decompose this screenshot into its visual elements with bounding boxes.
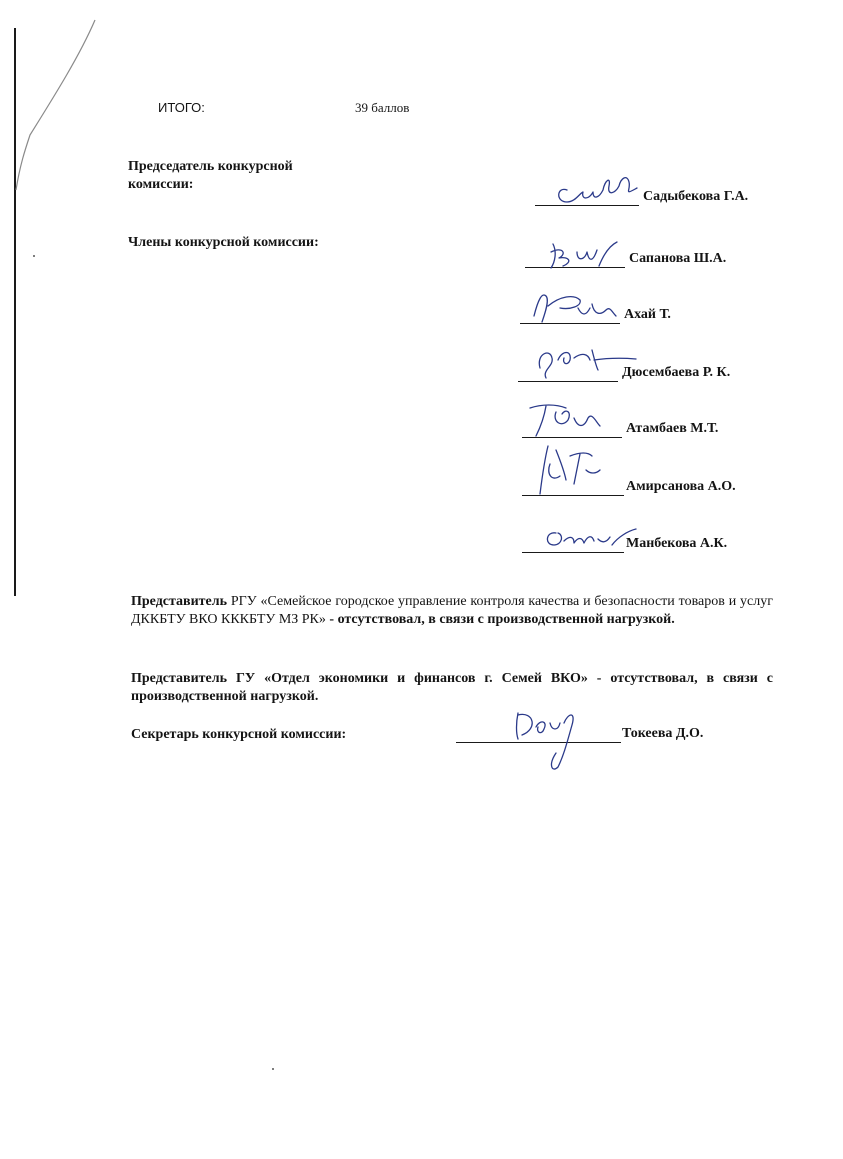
chairman-signature-image: [553, 172, 643, 210]
representative-lead: Представитель: [131, 594, 228, 609]
representative-lead: Представитель ГУ «Отдел экономики и финансов г. Семей ВКО» - отсутствовал, в связи с производственной нагрузкой.: [131, 671, 773, 704]
signature-row-member: [525, 242, 785, 272]
scan-speck: [272, 1068, 274, 1070]
scan-speck: [33, 255, 35, 257]
chairman-title: Председатель конкурсной комиссии:: [128, 159, 293, 192]
secretary-signature-image: [508, 705, 598, 775]
member-signature-image: [540, 523, 640, 553]
member-signature-image: [522, 398, 612, 440]
member-name: Дюсембаева Р. К.: [622, 365, 731, 380]
representative-paragraph: [131, 593, 773, 629]
member-signature-image: [520, 286, 620, 328]
signature-row-member: [520, 298, 780, 328]
secretary-name: Токеева Д.О.: [622, 726, 704, 741]
signature-row-member: [522, 470, 782, 500]
member-name: Сапанова Ш.А.: [629, 251, 727, 266]
total-label: ИТОГО:: [158, 100, 205, 115]
member-name: Манбекова А.К.: [626, 536, 728, 551]
signature-row-member: [522, 412, 782, 442]
signature-row-chairman: [535, 180, 795, 210]
signature-row-member: [522, 527, 782, 557]
signature-row-member: [518, 356, 778, 386]
signature-row-secretary: [456, 717, 776, 747]
members-title: Члены конкурсной комиссии:: [128, 235, 319, 250]
member-name: Атамбаев М.Т.: [626, 421, 719, 436]
representative-body: РГУ «Семейское городское управление контроля качества и безопасности товаров и услуг ДККБТУ ВКО КККБТУ МЗ РК»: [131, 594, 773, 627]
member-name: Амирсанова А.О.: [626, 479, 736, 494]
member-signature-image: [526, 440, 616, 496]
scan-pen-stroke: [10, 15, 100, 195]
total-value: 39 баллов: [355, 100, 410, 115]
representative-status: - отсутствовал, в связи с производственной нагрузкой.: [325, 612, 675, 627]
member-name: Ахай Т.: [624, 307, 671, 322]
representative-paragraph: [131, 670, 773, 706]
member-signature-image: [533, 238, 623, 274]
secretary-title: Секретарь конкурсной комиссии:: [131, 727, 347, 742]
chairman-name: Садыбекова Г.А.: [643, 189, 749, 204]
